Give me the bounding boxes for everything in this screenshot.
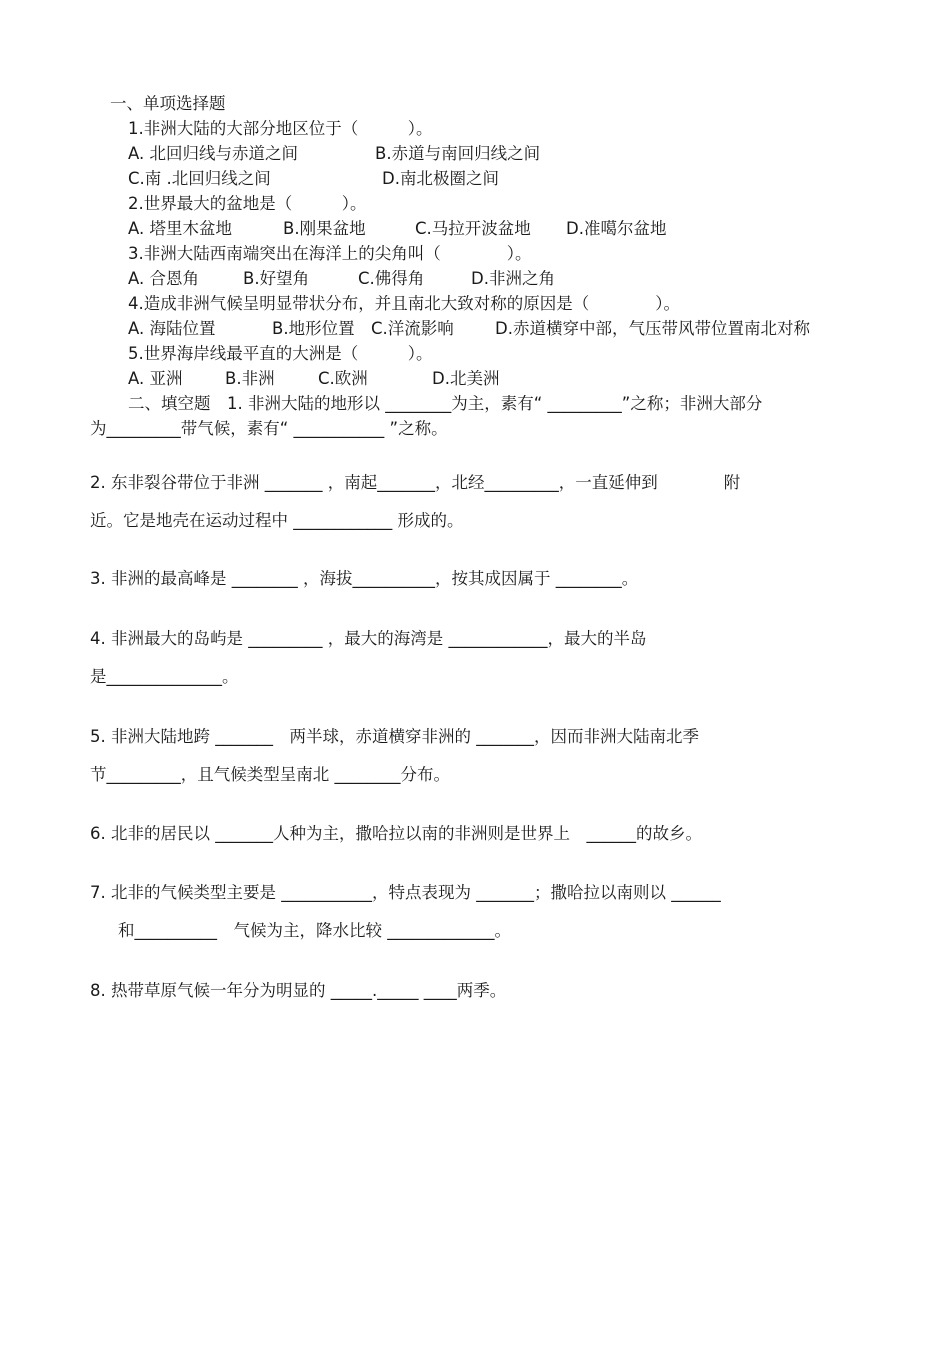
fill-blank-question-5-line-1: 5. 非洲大陆地跨 _______ 两半球，赤道横穿非洲的 _______，因而非洲大陆南北季 xyxy=(90,727,699,746)
question-2-stem: 2.世界最大的盆地是（ ）。 xyxy=(128,194,367,213)
fill-blank-question-7-line-1: 7. 北非的气候类型主要是 ___________，特点表现为 _______；撒哈拉以南则以 ______ xyxy=(90,883,721,902)
question-3-option-b: B.好望角 xyxy=(243,269,310,288)
question-1-stem: 1.非洲大陆的大部分地区位于（ ）。 xyxy=(128,119,433,138)
fill-blank-question-2-line-1: 2. 东非裂谷带位于非洲 _______ ，南起_______，北经_________，一直延伸到 附 xyxy=(90,473,741,492)
question-3-option-d: D.非洲之角 xyxy=(471,269,555,288)
question-5-option-b: B.非洲 xyxy=(225,369,275,388)
question-2-option-b: B.刚果盆地 xyxy=(283,219,366,238)
question-5-option-a: A. 亚洲 xyxy=(128,369,183,388)
question-2-option-c: C.马拉开波盆地 xyxy=(415,219,531,238)
fill-blank-question-4-line-1: 4. 非洲最大的岛屿是 _________ ，最大的海湾是 ____________，最大的半岛 xyxy=(90,629,647,648)
section-heading-multiple-choice: 一、单项选择题 xyxy=(110,94,226,113)
question-1-option-d: D.南北极圈之间 xyxy=(382,169,499,188)
fill-blank-question-3: 3. 非洲的最高峰是 ________ ，海拔__________，按其成因属于 ________。 xyxy=(90,569,639,588)
question-2-option-a: A. 塔里木盆地 xyxy=(128,219,232,238)
question-5-option-c: C.欧洲 xyxy=(318,369,368,388)
question-1-option-c: C.南 .北回归线之间 xyxy=(128,169,271,188)
question-3-stem: 3.非洲大陆西南端突出在海洋上的尖角叫（ ）。 xyxy=(128,244,532,263)
fill-blank-question-5-line-2: 节_________，且气候类型呈南北 ________分布。 xyxy=(90,765,450,784)
fill-blank-question-6: 6. 北非的居民以 _______人种为主，撒哈拉以南的非洲则是世界上 ______的故乡。 xyxy=(90,824,702,843)
question-5-option-d: D.北美洲 xyxy=(432,369,500,388)
fill-blank-question-8: 8. 热带草原气候一年分为明显的 _____._____ ____两季。 xyxy=(90,981,507,1000)
question-4-option-a: A. 海陆位置 xyxy=(128,319,216,338)
question-3-option-c: C.佛得角 xyxy=(358,269,425,288)
question-1-option-b: B.赤道与南回归线之间 xyxy=(375,144,541,163)
fill-blank-question-1-line-1: 二、填空题 1. 非洲大陆的地形以 ________为主，素有“ _________”之称；非洲大部分 xyxy=(128,394,763,413)
fill-blank-question-1-line-2: 为_________带气候，素有“ ___________ ”之称。 xyxy=(90,419,448,438)
question-1-option-a: A. 北回归线与赤道之间 xyxy=(128,144,298,163)
fill-blank-question-7-line-2: 和__________ 气候为主，降水比较 _____________。 xyxy=(118,921,511,940)
fill-blank-question-2-line-2: 近。它是地壳在运动过程中 ____________ 形成的。 xyxy=(90,511,464,530)
question-4-option-c: C.洋流影响 xyxy=(371,319,454,338)
question-5-stem: 5.世界海岸线最平直的大洲是（ ）。 xyxy=(128,344,433,363)
question-4-stem: 4.造成非洲气候呈明显带状分布，并且南北大致对称的原因是（ ）。 xyxy=(128,294,680,313)
fill-blank-question-4-line-2: 是______________。 xyxy=(90,667,239,686)
question-4-option-d: D.赤道横穿中部，气压带风带位置南北对称 xyxy=(495,319,810,338)
question-2-option-d: D.准噶尔盆地 xyxy=(566,219,667,238)
question-3-option-a: A. 合恩角 xyxy=(128,269,199,288)
question-4-option-b: B.地形位置 xyxy=(272,319,355,338)
